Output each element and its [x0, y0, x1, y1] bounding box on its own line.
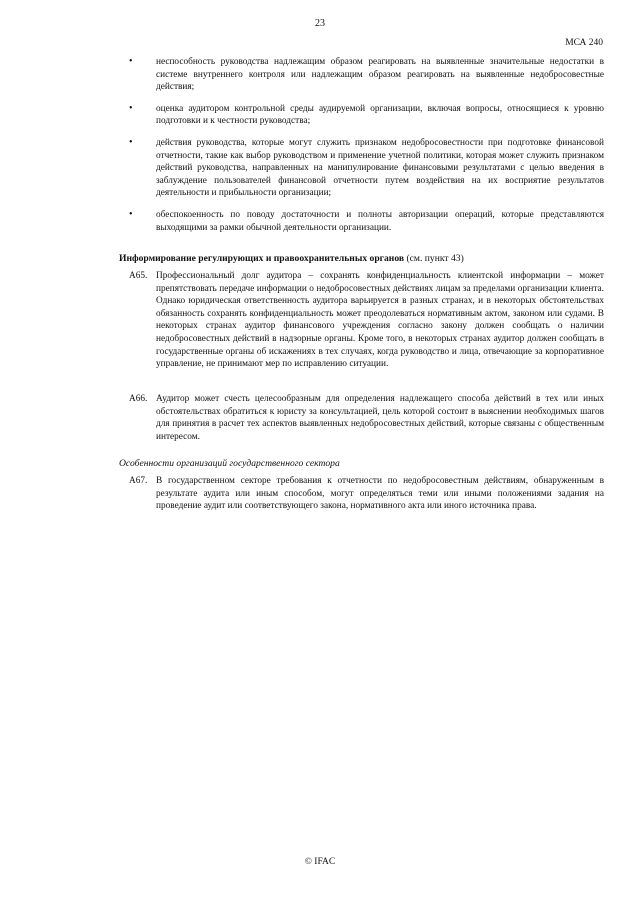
section-heading-title: Информирование регулирующих и правоохранительных органов [119, 253, 405, 264]
paragraph-number: A65. [129, 271, 148, 281]
footer-copyright: © IFAC [304, 857, 336, 867]
list-item [129, 208, 604, 234]
section-heading [119, 252, 604, 265]
bullet-list [129, 56, 604, 243]
paragraph-a65 [119, 270, 604, 371]
paragraph-number: A66. [129, 394, 148, 404]
paragraph-text: В государственном секторе требования к отчетности по недобросовестным действиям, обнаруженным в результате аудита или иным способом, могут определяться теми или иными положениями задания на проведение аудит или соответствующего закона, нормативного акта или иного источника права. [156, 476, 604, 512]
section-heading-reference: (см. пункт 43) [404, 253, 464, 264]
paragraph-a66 [119, 393, 604, 443]
paragraph-text: Аудитор может счесть целесообразным для определения надлежащего способа действий в тех или иных обстоятельствах обратиться к юристу за консультацией, цель которой состоит в выяснении необходимых шагов для принятия в расчет тех аспектов выявленных недобросовестных действий, которые связаны с общественным интересом. [156, 394, 604, 442]
paragraph-a67 [119, 475, 604, 513]
page-number: 23 [315, 18, 325, 29]
bullet-text: обеспокоенность по поводу достаточности и полноты авторизации операций, которые представляются выходящими за рамки обычной деятельности организации. [156, 209, 604, 233]
list-item [129, 102, 604, 128]
list-item [129, 136, 604, 200]
list-item [129, 56, 604, 94]
bullet-icon: • [129, 102, 133, 114]
subsection-heading: Особенности организаций государственного сектора [119, 458, 340, 469]
bullet-text: действия руководства, которые могут служить признаком недобросовестности при подготовке финансовой отчетности, такие как выбор руководством и применение учетной политики, которая может служить признаком действий руководства, направленных на манипулирование финансовыми результатами с целью введения в заблуждение пользователей финансовой отчетности путем воздействия на их восприятие результатов деятельности и прибыльности организации; [156, 137, 604, 199]
bullet-text: оценка аудитором контрольной среды аудируемой организации, включая вопросы, относящиеся к уровню подготовки и к честности руководства; [156, 103, 604, 127]
paragraph-number: A67. [129, 476, 148, 486]
paragraph-text: Профессиональный долг аудитора – сохранять конфиденциальность клиентской информации – может препятствовать передаче информации о недобросовестных действиях лицам за пределами организации клиента. Однако юридическая ответственность аудитора варьируется в разных странах, и в некоторых обстоятельствах обязанность сохранять конфиденциальность может преодолеваться нормативным актом, законом или судами. В некоторых странах аудитор финансового учреждения согласно закону должен сообщать о наличии недобросовестных действий в надзорные органы. Кроме того, в некоторых странах аудитор должен сообщать в государственные органы об искажениях в тех случаях, когда руководство и лица, отвечающие за корпоративное управление, не принимают мер по исправлению ситуации. [156, 271, 604, 370]
bullet-icon: • [129, 56, 133, 67]
bullet-text: неспособность руководства надлежащим образом реагировать на выявленные значительные недостатки в системе внутреннего контроля или надлежащим образом реагировать на выявленные недобросовестные действия; [156, 57, 604, 93]
bullet-icon: • [129, 136, 133, 148]
document-code: МСА 240 [565, 38, 603, 48]
bullet-icon: • [129, 208, 133, 220]
